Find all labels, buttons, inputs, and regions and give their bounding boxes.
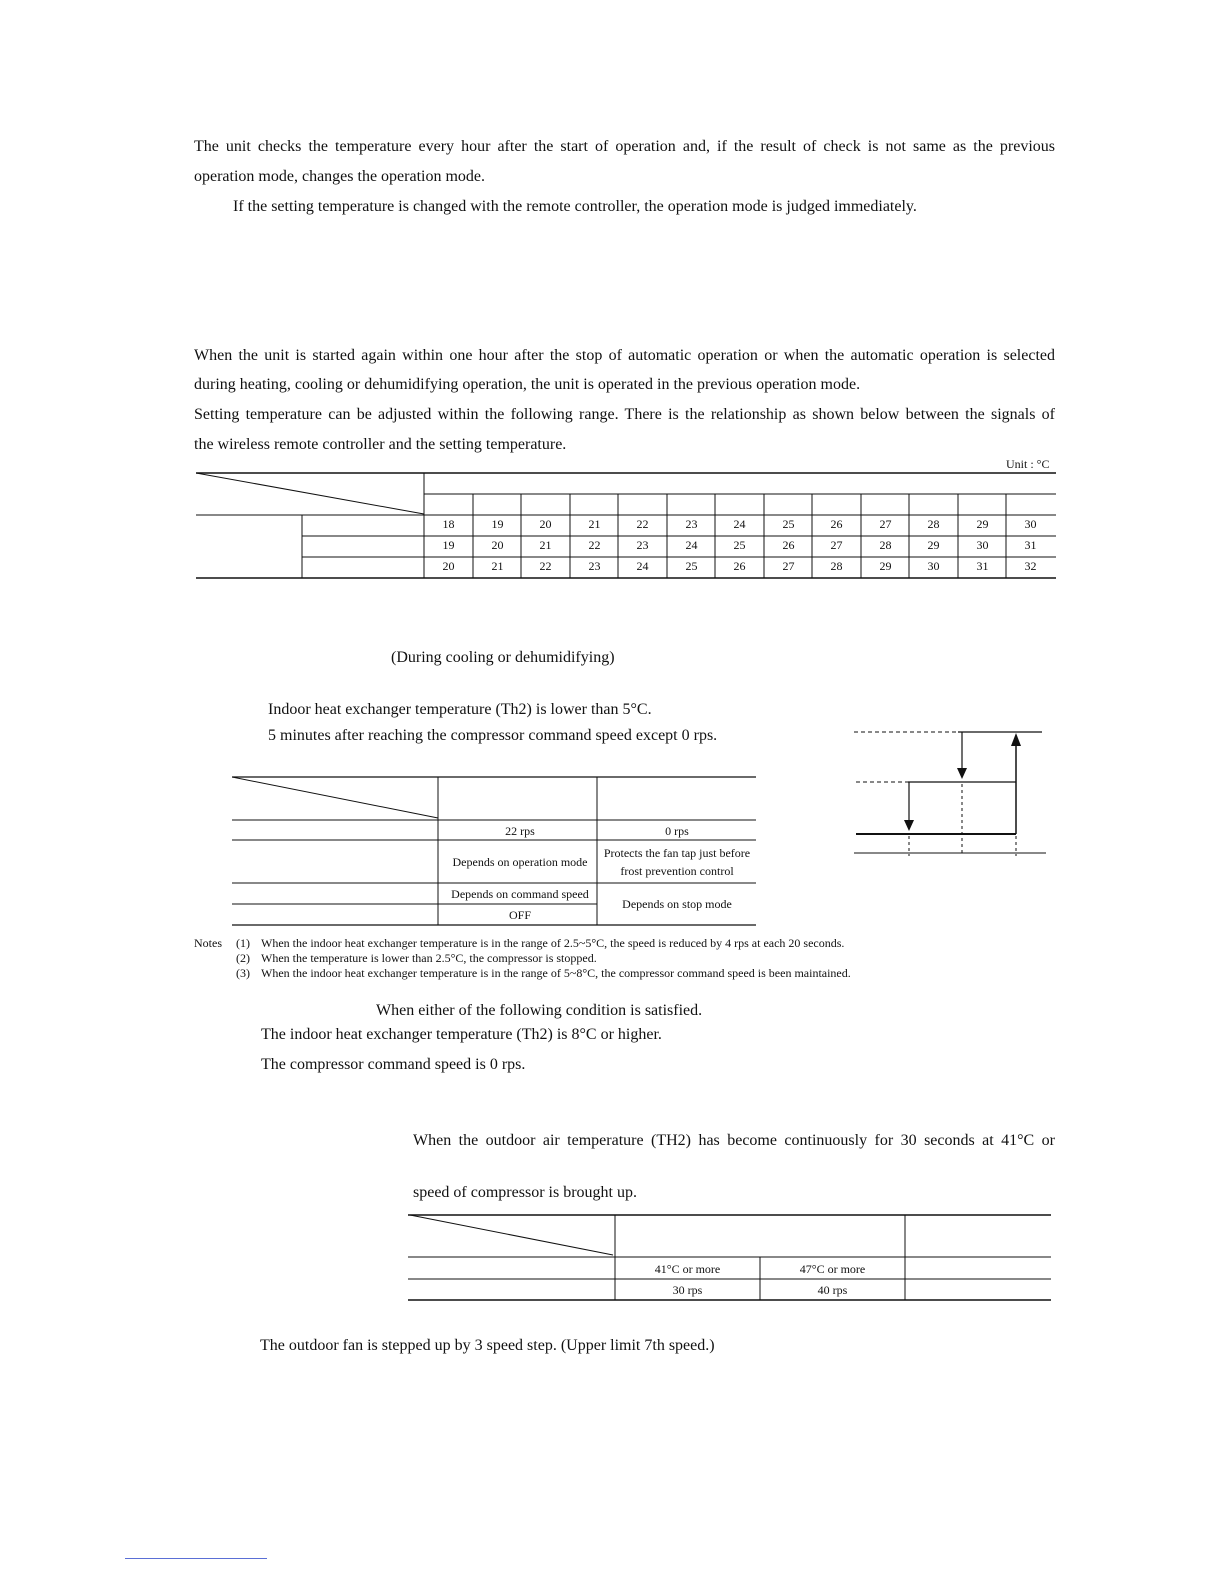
condition-text: 5 minutes after reaching the compressor command speed except 0 rps. — [268, 727, 718, 744]
table-cell: OFF — [508, 908, 531, 922]
table-cell: Depends on stop mode — [622, 897, 732, 911]
table-cell: 30 — [976, 538, 989, 552]
table-cell: 27 — [879, 517, 892, 531]
table-cell: 23 — [588, 559, 601, 573]
paragraph-text: Setting temperature can be adjusted within the following range. There is the relationship as shown below between the signals of — [194, 406, 1055, 423]
table-cell: 19 — [442, 538, 455, 552]
note-number: (2) — [236, 951, 250, 965]
table-cell: 30 — [1024, 517, 1037, 531]
table-cell: 40 rps — [817, 1283, 848, 1297]
unit-label: Unit : °C — [1006, 457, 1050, 471]
table-cell: 22 rps — [505, 824, 535, 838]
table-cell: 0 rps — [665, 824, 689, 838]
condition-text: The indoor heat exchanger temperature (Th2) is 8°C or higher. — [261, 1026, 662, 1043]
paragraph-text: If the setting temperature is changed with the remote controller, the operation mode is judged immediately. — [233, 198, 917, 215]
table-cell: 25 — [733, 538, 746, 552]
paragraph-text: speed of compressor is brought up. — [413, 1184, 637, 1201]
table-cell: 24 — [685, 538, 698, 552]
table-cell: 27 — [782, 559, 795, 573]
table-cell: 21 — [539, 538, 552, 552]
table-cell: 47°C or more — [799, 1262, 866, 1276]
table-cell: Depends on operation mode — [452, 855, 588, 869]
table-cell: 29 — [927, 538, 940, 552]
condition-text: The compressor command speed is 0 rps. — [261, 1056, 526, 1073]
table-cell: 32 — [1024, 559, 1037, 573]
table-cell: 22 — [636, 517, 649, 531]
paragraph-text: The outdoor fan is stepped up by 3 speed step. (Upper limit 7th speed.) — [260, 1337, 715, 1354]
condition-text: Indoor heat exchanger temperature (Th2) is lower than 5°C. — [268, 701, 652, 718]
note-number: (3) — [236, 966, 250, 980]
table-cell: 26 — [782, 538, 795, 552]
paragraph-text: the wireless remote controller and the setting temperature. — [194, 436, 567, 453]
paragraph-text: The unit checks the temperature every hour after the start of operation and, if the result of check is not same as the previous — [194, 138, 1055, 155]
table-cell: 27 — [830, 538, 843, 552]
table-cell: 20 — [539, 517, 552, 531]
paragraph-text: during heating, cooling or dehumidifying operation, the unit is operated in the previous operation mode. — [194, 376, 861, 393]
note-number: (1) — [236, 936, 250, 950]
table-cell: 28 — [927, 517, 940, 531]
table-cell: 21 — [588, 517, 601, 531]
table-cell: 30 rps — [672, 1283, 703, 1297]
footer-rule — [125, 1558, 267, 1559]
table-cell: 26 — [830, 517, 843, 531]
table-cell: 29 — [879, 559, 892, 573]
table-cell: 20 — [442, 559, 455, 573]
table-cell: 28 — [879, 538, 892, 552]
table-cell: 25 — [782, 517, 795, 531]
table-cell: 20 — [491, 538, 504, 552]
table-cell: 41°C or more — [654, 1262, 721, 1276]
table-cell: frost prevention control — [620, 864, 734, 878]
table-cell: 31 — [1024, 538, 1037, 552]
table-cell: 30 — [927, 559, 940, 573]
table-cell: 23 — [636, 538, 649, 552]
table-cell: 23 — [685, 517, 698, 531]
frost-prevention-diagram — [850, 724, 1050, 858]
table-cell: 28 — [830, 559, 843, 573]
note-text: When the indoor heat exchanger temperature is in the range of 2.5~5°C, the speed is reduced by 4 rps at each 20 seconds. — [261, 936, 845, 950]
paragraph-text: When the unit is started again within one hour after the stop of automatic operation or when the automatic operation is selected — [194, 347, 1055, 364]
note-text: When the indoor heat exchanger temperature is in the range of 5~8°C, the compressor command speed is been maintained. — [261, 966, 851, 980]
note-text: When the temperature is lower than 2.5°C, the compressor is stopped. — [261, 951, 597, 965]
table-cell: 24 — [733, 517, 746, 531]
table-cell: 25 — [685, 559, 698, 573]
paragraph-text: operation mode, changes the operation mode. — [194, 168, 486, 185]
table-cell: 19 — [491, 517, 504, 531]
table-cell: 22 — [588, 538, 601, 552]
table-cell: 24 — [636, 559, 649, 573]
table-cell: Protects the fan tap just before — [603, 846, 751, 860]
paragraph-text: When the outdoor air temperature (TH2) has become continuously for 30 seconds at 41°C or — [413, 1132, 1055, 1149]
table-cell: 21 — [491, 559, 504, 573]
section-heading: (During cooling or dehumidifying) — [391, 649, 615, 666]
table-cell: 22 — [539, 559, 552, 573]
table-cell: Depends on command speed — [451, 887, 589, 901]
table-cell: 31 — [976, 559, 989, 573]
notes-label: Notes — [194, 936, 222, 950]
table-cell: 18 — [442, 517, 455, 531]
table-cell: 29 — [976, 517, 989, 531]
condition-heading: When either of the following condition is satisfied. — [376, 1002, 703, 1019]
table-cell: 26 — [733, 559, 746, 573]
